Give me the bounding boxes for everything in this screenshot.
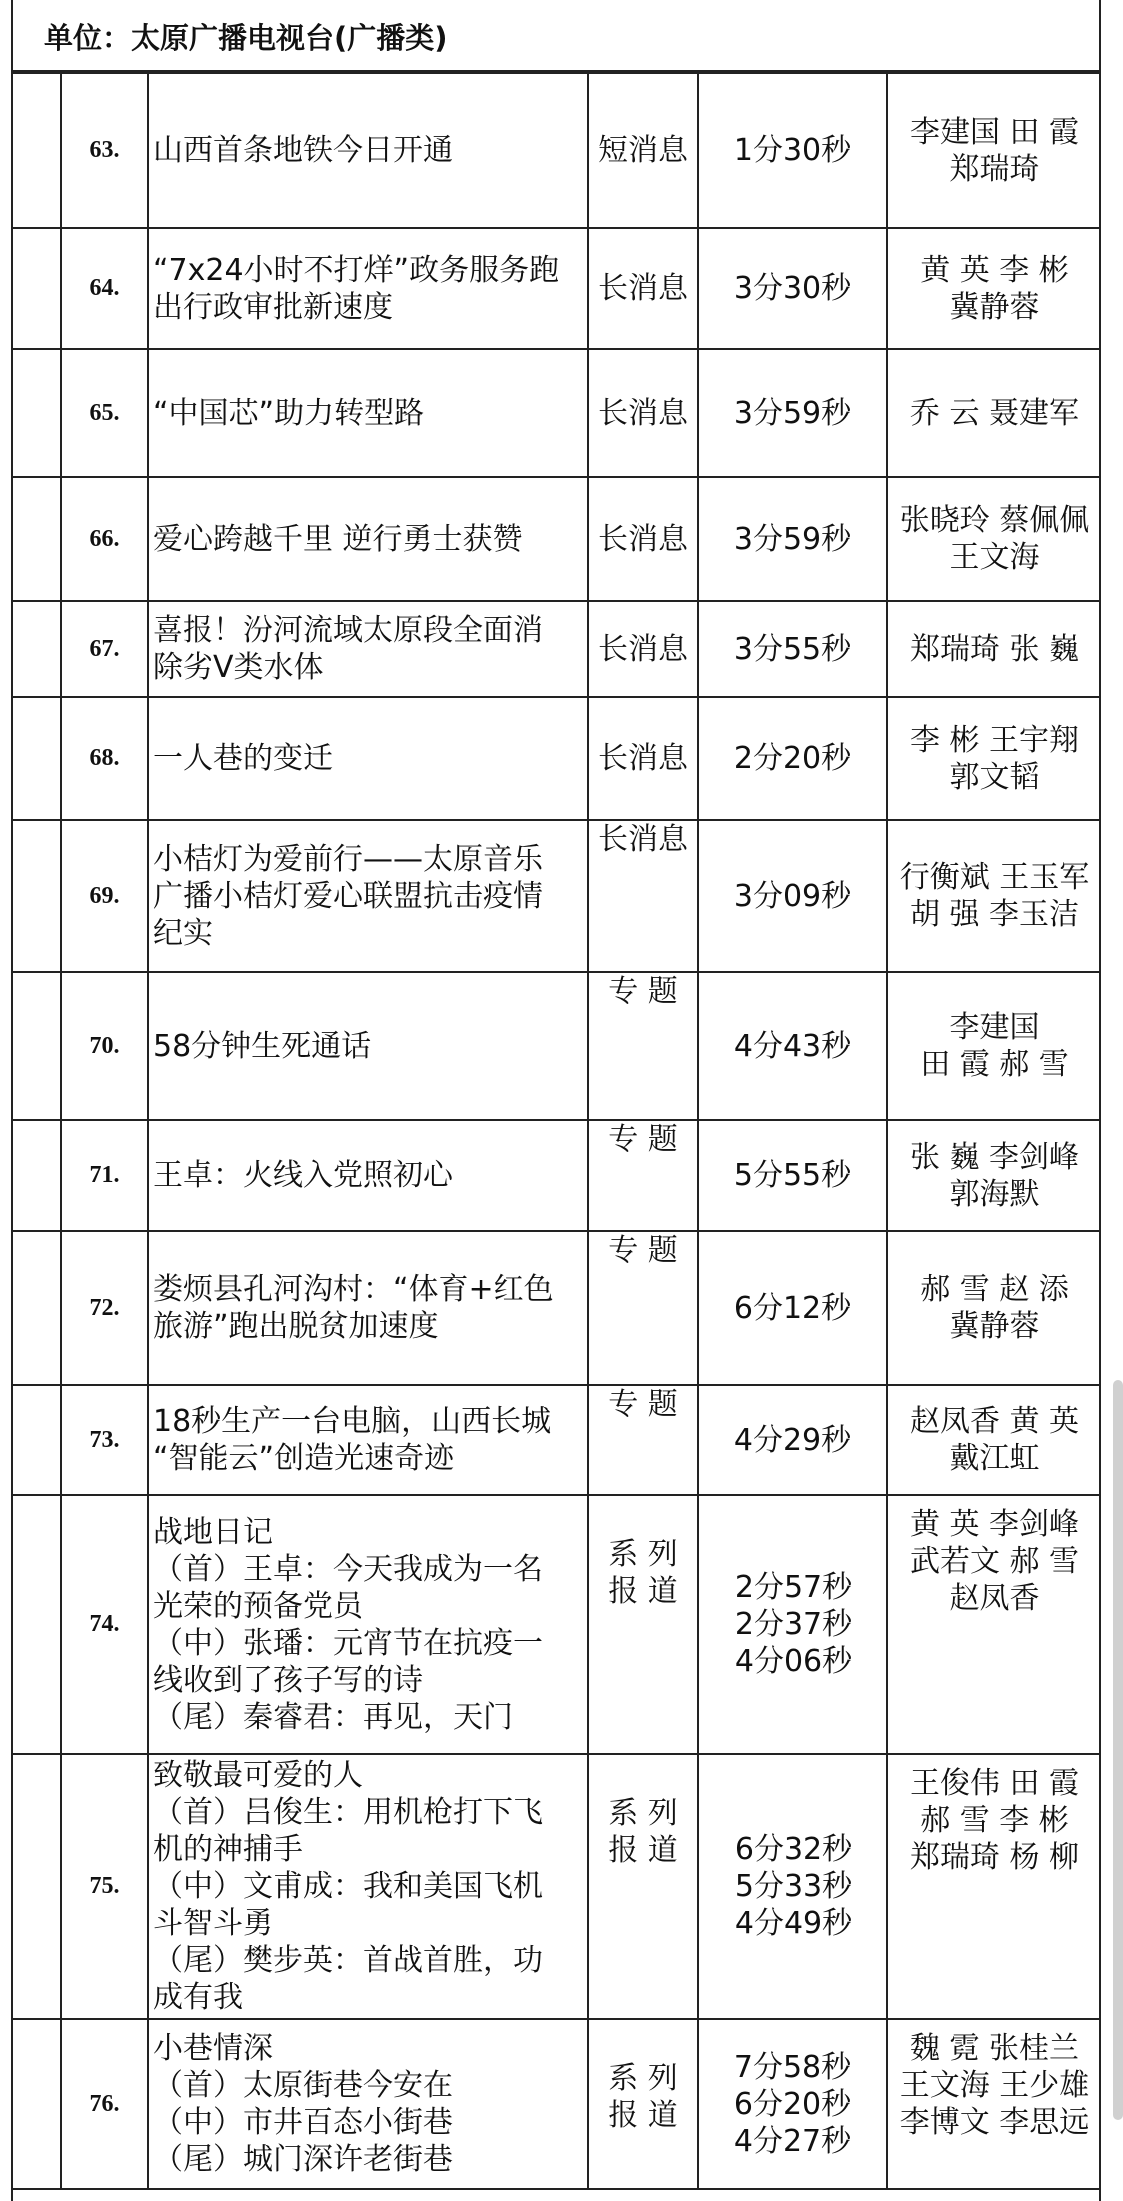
authors-line: 王俊伟 田 霞 [909,1766,1080,1801]
item-type [588,820,698,972]
table-row [11,697,1101,820]
title-line: 山西首条地铁今日开通 [153,133,453,168]
title-line: 广播小桔灯爱心联盟抗击疫情 [153,878,543,914]
item-duration [698,228,887,349]
item-type [588,601,698,697]
duration-line: 6分32秒 [734,1832,853,1867]
title-line: 成有我 [153,1980,243,2015]
item-duration [698,601,887,697]
table-row [11,1754,1101,2019]
row-number: 67. [61,601,148,697]
item-authors [887,477,1101,601]
table-row [11,1495,1101,1754]
row-number: 63. [61,73,148,228]
blank-cell [11,228,61,349]
blank-cell [11,1495,61,1754]
blank-cell [11,820,61,972]
authors-line: 李博文 李思远 [899,2105,1090,2140]
blank-cell [11,601,61,697]
authors-line: 张 巍 李剑峰 [909,1139,1080,1175]
item-type [588,972,698,1120]
unit-title: 单位：太原广播电视台(广播类) [44,21,448,55]
authors-line: 李建国 [949,1010,1040,1045]
title-line: 机的神捕手 [153,1832,303,1867]
blank-cell [11,1385,61,1495]
type-line: 长消息 [598,631,688,667]
table-row [11,349,1101,477]
item-type [588,697,698,820]
blank-cell [11,697,61,820]
item-type [588,477,698,601]
duration-line: 2分37秒 [734,1607,853,1642]
row-number: 69. [61,820,148,972]
item-title [148,820,588,972]
row-number: 75. [61,1754,148,2019]
type-line: 短消息 [598,133,688,168]
duration-line: 1分30秒 [733,133,852,168]
item-authors [887,2019,1101,2189]
item-type [588,349,698,477]
blank-cell [11,477,61,601]
item-duration [698,477,887,601]
type-line: 专 题 [608,974,678,1009]
duration-line: 3分55秒 [733,631,852,667]
duration-line: 4分43秒 [733,1028,852,1064]
item-title [148,349,588,477]
title-line: （尾）樊步英：首战首胜，功 [153,1943,543,1978]
row-number: 64. [61,228,148,349]
duration-line: 7分58秒 [733,2049,852,2085]
title-line: “中国芯”助力转型路 [153,395,425,431]
title-line: 旅游”跑出脱贫加速度 [153,1309,439,1344]
item-type [588,1231,698,1385]
item-title [148,2019,588,2189]
title-line: 出行政审批新速度 [153,289,393,325]
row-number: 72. [61,1231,148,1385]
table-row [11,601,1101,697]
type-line: 长消息 [598,521,688,557]
title-line: （尾）城门深许老街巷 [153,2142,453,2177]
duration-line: 4分29秒 [733,1422,852,1458]
row-number: 65. [61,349,148,477]
header-bar [11,0,1101,72]
title-line: 18秒生产一台电脑，山西长城 [153,1404,552,1439]
title-line: 小桔灯为爱前行——太原音乐 [153,841,543,877]
table-row [11,1231,1101,1385]
title-line: 光荣的预备党员 [153,1588,363,1624]
title-line: （中）文甫成：我和美国飞机 [153,1869,543,1904]
item-type [588,1495,698,1754]
title-line: 斗智斗勇 [153,1906,273,1941]
duration-line: 5分33秒 [734,1869,853,1904]
item-title [148,73,588,228]
row-number: 73. [61,1385,148,1495]
duration-line: 6分20秒 [733,2086,852,2122]
table-row [11,73,1101,228]
duration-line: 2分20秒 [733,741,852,776]
item-duration [698,2019,887,2189]
table-row [11,228,1101,349]
item-authors [887,601,1101,697]
row-number: 76. [61,2019,148,2189]
item-type [588,228,698,349]
authors-line: 魏 霓 张桂兰 [909,2031,1080,2066]
item-title [148,477,588,601]
authors-line: 赵凤香 [949,1581,1040,1616]
authors-line: 郭文韬 [949,759,1040,795]
authors-line: 冀静蓉 [949,289,1040,325]
title-line: 致敬最可爱的人 [153,1758,363,1793]
item-duration [698,1231,887,1385]
duration-line: 3分09秒 [733,878,852,914]
item-duration [698,820,887,972]
blank-cell [11,1231,61,1385]
title-line: （首）太原街巷今安在 [153,2068,453,2103]
row-number: 66. [61,477,148,601]
duration-line: 2分57秒 [734,1570,853,1605]
table-row [11,1385,1101,1495]
item-type [588,1120,698,1231]
authors-line: 田 霞 郝 雪 [920,1047,1069,1082]
item-authors [887,349,1101,477]
title-line: “智能云”创造光速奇迹 [153,1441,455,1476]
item-authors [887,73,1101,228]
type-line: 系 列 [608,2061,678,2096]
type-line: 长消息 [598,395,688,431]
table-row [11,820,1101,972]
table-row [11,972,1101,1120]
item-type [588,2019,698,2189]
item-title [148,1754,588,2019]
item-title [148,697,588,820]
blank-cell [11,73,61,228]
duration-line: 3分59秒 [733,395,852,431]
item-authors [887,1231,1101,1385]
row-number: 71. [61,1120,148,1231]
title-line: 王卓：火线入党照初心 [153,1158,453,1193]
blank-cell [11,349,61,477]
title-line: 娄烦县孔河沟村：“体育+红色 [153,1272,554,1307]
type-line: 系 列 [608,1796,678,1831]
duration-line: 3分30秒 [733,271,852,306]
awards-table [11,72,1101,2190]
title-line: （尾）秦睿君：再见，天门 [153,1699,513,1735]
item-title [148,228,588,349]
type-line: 专 题 [608,1122,678,1157]
title-line: 除劣Ⅴ类水体 [153,650,324,685]
item-duration [698,1754,887,2019]
type-line: 报 道 [608,1574,678,1609]
item-authors [887,1754,1101,2019]
authors-line: 王文海 王少雄 [899,2068,1090,2103]
item-title [148,972,588,1120]
item-authors [887,972,1101,1120]
item-duration [698,972,887,1120]
authors-line: 李 彬 王宇翔 [909,722,1080,758]
title-line: 喜报！汾河流域太原段全面消 [153,613,543,648]
item-type [588,73,698,228]
authors-line: 郭海默 [949,1176,1040,1212]
row-number: 68. [61,697,148,820]
type-line: 专 题 [608,1233,678,1268]
title-line: （中）张璠：元宵节在抗疫一 [153,1625,543,1661]
duration-line: 5分55秒 [733,1158,852,1193]
item-title [148,1495,588,1754]
title-line: 战地日记 [153,1514,273,1550]
title-line: （首）吕俊生：用机枪打下飞 [153,1795,543,1830]
blank-cell [11,972,61,1120]
item-title [148,1231,588,1385]
duration-line: 4分06秒 [734,1644,853,1679]
authors-line: 胡 强 李玉洁 [909,897,1080,932]
item-authors [887,697,1101,820]
scrollbar[interactable] [1113,1380,1123,2120]
type-line: 专 题 [608,1387,678,1422]
authors-line: 郑瑞琦 杨 柳 [909,1840,1080,1875]
type-line: 系 列 [608,1537,678,1572]
type-line: 长消息 [598,271,688,306]
duration-line: 4分27秒 [733,2123,852,2159]
item-duration [698,697,887,820]
item-duration [698,1385,887,1495]
item-authors [887,1120,1101,1231]
title-line: 一人巷的变迁 [153,741,333,776]
item-duration [698,1495,887,1754]
title-line: 纪实 [153,915,213,951]
authors-line: 武若文 郝 雪 [909,1544,1080,1579]
type-line: 报 道 [608,1833,678,1868]
item-type [588,1754,698,2019]
row-number: 70. [61,972,148,1120]
authors-line: 戴江虹 [949,1441,1040,1476]
item-duration [698,73,887,228]
authors-line: 乔 云 聂建军 [909,395,1080,431]
authors-line: 行衡斌 王玉军 [899,860,1090,895]
blank-cell [11,2019,61,2189]
item-title [148,1385,588,1495]
authors-line: 郑瑞琦 张 巍 [909,631,1080,667]
duration-line: 6分12秒 [733,1290,852,1326]
item-duration [698,1120,887,1231]
table-row [11,1120,1101,1231]
item-duration [698,349,887,477]
type-line: 长消息 [598,741,688,776]
title-line: （首）王卓：今天我成为一名 [153,1551,543,1587]
authors-line: 赵凤香 黄 英 [909,1404,1080,1439]
authors-line: 黄 英 李剑峰 [909,1507,1080,1542]
duration-line: 4分49秒 [734,1906,853,1941]
item-title [148,1120,588,1231]
authors-line: 郝 雪 赵 添 [920,1272,1069,1307]
duration-line: 3分59秒 [733,521,852,557]
title-line: （中）市井百态小街巷 [153,2105,453,2140]
table-row [11,2019,1101,2189]
authors-line: 王文海 [949,540,1040,575]
item-authors [887,1385,1101,1495]
title-line: 爱心跨越千里 逆行勇士获赞 [153,521,523,557]
blank-cell [11,1120,61,1231]
authors-line: 黄 英 李 彬 [920,252,1069,288]
title-line: 58分钟生死通话 [153,1028,372,1064]
item-title [148,601,588,697]
title-line: 线收到了孩子写的诗 [153,1662,423,1698]
item-authors [887,820,1101,972]
row-number: 74. [61,1495,148,1754]
item-type [588,1385,698,1495]
authors-line: 郝 雪 李 彬 [920,1803,1069,1838]
table-row [11,477,1101,601]
item-authors [887,228,1101,349]
type-line: 报 道 [608,2098,678,2133]
title-line: 小巷情深 [153,2031,273,2066]
blank-cell [11,1754,61,2019]
title-line: “7x24小时不打烊”政务服务跑 [153,252,560,288]
authors-line: 冀静蓉 [949,1309,1040,1344]
authors-line: 李建国 田 霞 [909,114,1080,150]
item-authors [887,1495,1101,1754]
authors-line: 郑瑞琦 [949,151,1040,187]
authors-line: 张晓玲 蔡佩佩 [899,503,1090,538]
type-line: 长消息 [598,822,688,857]
